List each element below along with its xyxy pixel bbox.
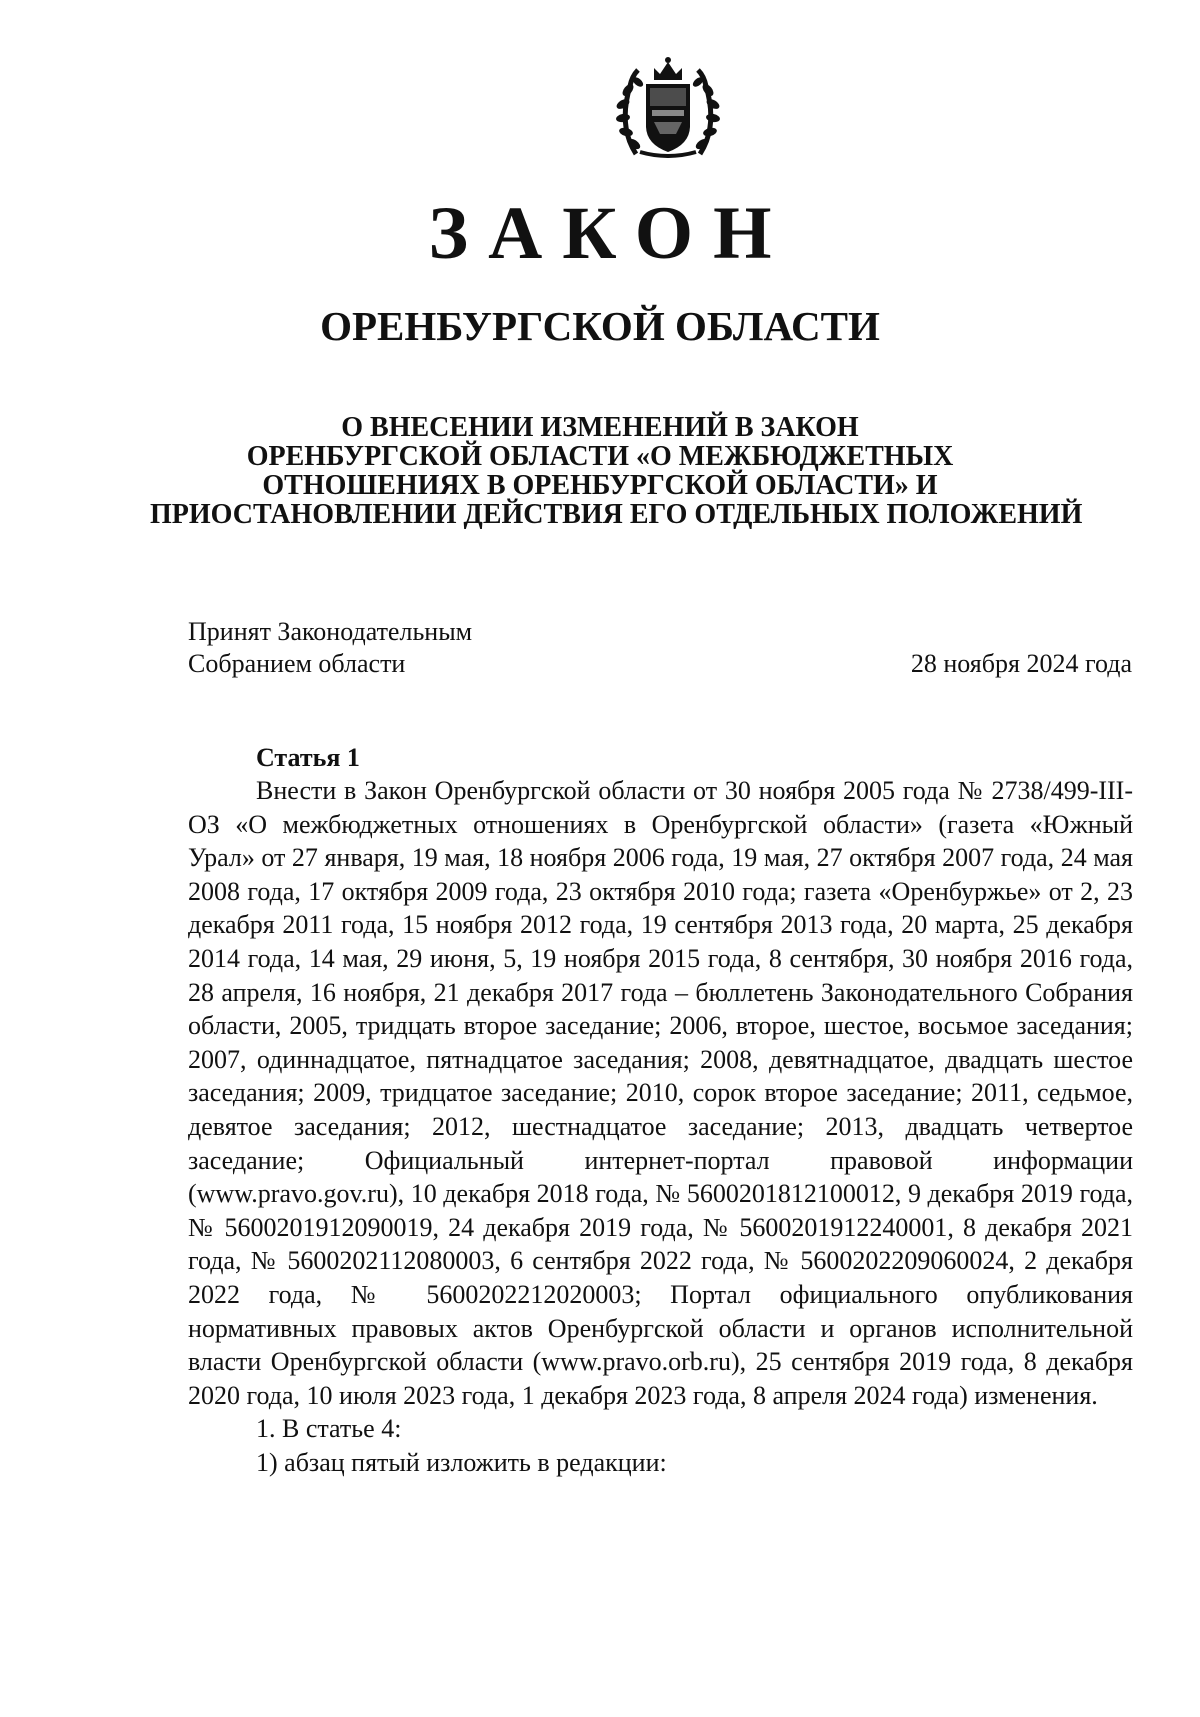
adoption-line: Собранием области: [188, 649, 406, 678]
document-title-line: ОТНОШЕНИЯХ В ОРЕНБУРГСКОЙ ОБЛАСТИ» И: [262, 470, 938, 501]
coat-of-arms-icon: [614, 56, 722, 158]
adoption-body: [188, 616, 472, 680]
adoption-date: 28 ноября 2024 года: [910, 649, 1132, 678]
document-title-line: О ВНЕСЕНИИ ИЗМЕНЕНИЙ В ЗАКОН: [341, 412, 859, 443]
document-title-line: ПРИОСТАНОВЛЕНИИ ДЕЙСТВИЯ ЕГО ОТДЕЛЬНЫХ ПОЛОЖЕНИЙ: [150, 499, 1083, 530]
article-subitem: 1) абзац пятый изложить в редакции:: [256, 1447, 667, 1477]
article-heading: Статья 1: [256, 743, 360, 772]
article-item: 1. В статье 4:: [256, 1414, 402, 1444]
document-region: ОРЕНБУРГСКОЙ ОБЛАСТИ: [320, 303, 880, 349]
article-body: [188, 774, 1133, 1479]
document-type: ЗАКОН: [428, 192, 792, 275]
document-title: [150, 412, 1083, 530]
article-paragraph: Внести в Закон Оренбургской области от 30 ноября 2005 года № 2738/499-III-ОЗ «О межбюджетных отношениях в Оренбургской области» (газета «Южный Урал» от 27 января, 19 мая, 18 ноября 2006 года, 19 мая, 27 октября 2007 года, 24 мая 2008 года, 17 октября 2009 года, 23 октября 2010 года; газета «Оренбуржье» от 2, 23 декабря 2011 года, 15 ноября 2012 года, 19 сентября 2013 года, 20 марта, 25 декабря 2014 года, 14 мая, 29 июня, 5, 19 ноября 2015 года, 8 сентября, 30 ноября 2016 года, 28 апреля, 16 ноября, 21 декабря 2017 года – бюллетень Законодательного Собрания области, 2005, тридцать второе заседание; 2006, второе, шестое, восьмое заседания; 2007, одиннадцатое, пятнадцатое заседания; 2008, девятнадцатое, двадцать шестое заседания; 2009, тридцатое заседание; 2010, сорок второе заседание; 2011, седьмое, девятое заседания; 2012, шестнадцатое заседание; 2013, двадцать четвертое заседание; Официальный интернет-портал правовой информации (www.pravo.gov.ru), 10 декабря 2018 года, № 5600201812100012, 9 декабря 2019 года, № 5600201912090019, 24 декабря 2019 года, № 5600201912240001, 8 декабря 2021 года, № 5600202112080003, 6 сентября 2022 года, № 5600202209060024, 2 декабря 2022 года, № 5600202212020003; Портал официального опубликования нормативных правовых актов Оренбургской области и органов исполнительной власти Оренбургской области (www.pravo.orb.ru), 25 сентября 2019 года, 8 декабря 2020 года, 10 июля 2023 года, 1 декабря 2023 года, 8 апреля 2024 года) изменения.: [188, 776, 1133, 1410]
adoption-line: Принят Законодательным: [188, 617, 473, 646]
document-title-line: ОРЕНБУРГСКОЙ ОБЛАСТИ «О МЕЖБЮДЖЕТНЫХ: [246, 441, 954, 472]
